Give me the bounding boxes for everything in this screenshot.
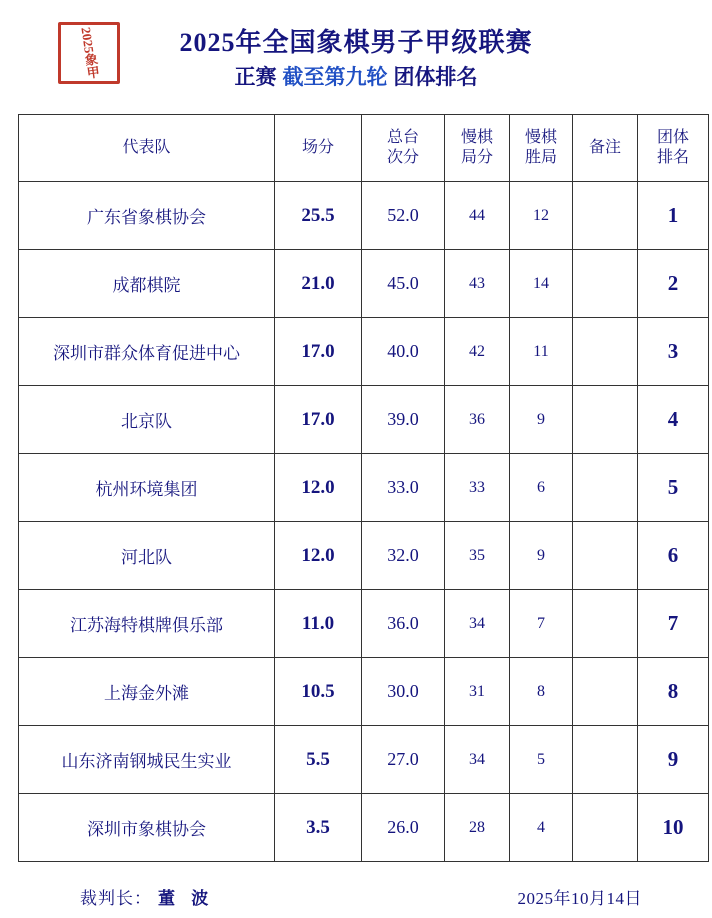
cell-match-points: 21.0 xyxy=(275,250,362,318)
cell-match-points: 11.0 xyxy=(275,590,362,658)
cell-note xyxy=(573,658,638,726)
seal-stamp-icon xyxy=(58,22,120,84)
cell-note xyxy=(573,318,638,386)
cell-rank: 2 xyxy=(638,250,709,318)
column-header-slow-game-points-line2: 局分 xyxy=(460,149,493,166)
table-row xyxy=(19,658,709,726)
cell-note xyxy=(573,250,638,318)
cell-slow-game-points: 28 xyxy=(445,794,510,862)
cell-team: 江苏海特棋牌俱乐部 xyxy=(19,590,275,658)
column-header-rank xyxy=(638,115,709,182)
cell-match-points: 17.0 xyxy=(275,386,362,454)
column-header-slow-game-wins-line2: 胜局 xyxy=(524,149,557,166)
column-header-note: 备注 xyxy=(573,115,638,182)
table-row xyxy=(19,522,709,590)
table-header-row xyxy=(19,115,709,182)
cell-slow-game-wins: 5 xyxy=(510,726,573,794)
cell-note xyxy=(573,386,638,454)
cell-team: 杭州环境集团 xyxy=(19,454,275,522)
cell-team: 广东省象棋协会 xyxy=(19,182,275,250)
cell-match-points: 12.0 xyxy=(275,454,362,522)
cell-slow-game-points: 35 xyxy=(445,522,510,590)
cell-note xyxy=(573,726,638,794)
column-header-slow-game-points-line1: 慢棋 xyxy=(460,129,493,146)
cell-rank: 3 xyxy=(638,318,709,386)
ranking-table xyxy=(18,114,709,862)
table-body xyxy=(19,182,709,862)
cell-note xyxy=(573,454,638,522)
cell-rank: 6 xyxy=(638,522,709,590)
cell-note xyxy=(573,590,638,658)
cell-slow-game-wins: 14 xyxy=(510,250,573,318)
column-header-slow-game-wins-line1: 慢棋 xyxy=(524,129,557,146)
subtitle-suffix: 团体排名 xyxy=(393,65,478,89)
cell-rank: 4 xyxy=(638,386,709,454)
cell-board-points: 40.0 xyxy=(362,318,445,386)
cell-slow-game-points: 33 xyxy=(445,454,510,522)
table-row xyxy=(19,590,709,658)
cell-board-points: 27.0 xyxy=(362,726,445,794)
cell-team: 山东济南钢城民生实业 xyxy=(19,726,275,794)
column-header-team: 代表队 xyxy=(19,115,275,182)
table-row xyxy=(19,726,709,794)
table-row xyxy=(19,794,709,862)
cell-slow-game-points: 44 xyxy=(445,182,510,250)
table-row xyxy=(19,454,709,522)
cell-slow-game-wins: 4 xyxy=(510,794,573,862)
table-header-row-group xyxy=(19,115,709,182)
table-row xyxy=(19,250,709,318)
cell-slow-game-points: 31 xyxy=(445,658,510,726)
cell-board-points: 26.0 xyxy=(362,794,445,862)
cell-team: 河北队 xyxy=(19,522,275,590)
column-header-rank-line1: 团体 xyxy=(656,129,689,146)
cell-team: 成都棋院 xyxy=(19,250,275,318)
cell-note xyxy=(573,522,638,590)
cell-team: 北京队 xyxy=(19,386,275,454)
cell-rank: 7 xyxy=(638,590,709,658)
cell-slow-game-points: 34 xyxy=(445,726,510,794)
document-date: 2025年10月14日 xyxy=(517,889,642,908)
seal-text: 2025象甲 xyxy=(77,26,101,80)
cell-rank: 10 xyxy=(638,794,709,862)
cell-slow-game-wins: 9 xyxy=(510,386,573,454)
cell-match-points: 3.5 xyxy=(275,794,362,862)
column-header-match-points: 场分 xyxy=(275,115,362,182)
cell-match-points: 17.0 xyxy=(275,318,362,386)
cell-slow-game-points: 42 xyxy=(445,318,510,386)
cell-slow-game-points: 36 xyxy=(445,386,510,454)
cell-slow-game-points: 34 xyxy=(445,590,510,658)
page-title: 2025年全国象棋男子甲级联赛 xyxy=(179,28,533,57)
cell-match-points: 25.5 xyxy=(275,182,362,250)
cell-rank: 8 xyxy=(638,658,709,726)
cell-note xyxy=(573,182,638,250)
cell-match-points: 12.0 xyxy=(275,522,362,590)
referee-name: 董 波 xyxy=(158,889,215,908)
cell-board-points: 45.0 xyxy=(362,250,445,318)
cell-slow-game-wins: 6 xyxy=(510,454,573,522)
table-row xyxy=(19,318,709,386)
referee-label: 裁判长： xyxy=(80,889,152,908)
cell-board-points: 33.0 xyxy=(362,454,445,522)
document-header xyxy=(0,0,712,108)
document-footer xyxy=(0,878,712,918)
cell-team: 上海金外滩 xyxy=(19,658,275,726)
table-row xyxy=(19,386,709,454)
column-header-board-points-line2: 次分 xyxy=(386,149,419,166)
cell-slow-game-wins: 11 xyxy=(510,318,573,386)
cell-board-points: 39.0 xyxy=(362,386,445,454)
cell-match-points: 10.5 xyxy=(275,658,362,726)
cell-note xyxy=(573,794,638,862)
cell-slow-game-wins: 7 xyxy=(510,590,573,658)
column-header-board-points-line1: 总台 xyxy=(386,129,419,146)
cell-slow-game-wins: 9 xyxy=(510,522,573,590)
cell-team: 深圳市群众体育促进中心 xyxy=(19,318,275,386)
cell-board-points: 32.0 xyxy=(362,522,445,590)
subtitle-prefix: 正赛 xyxy=(234,65,277,89)
cell-team: 深圳市象棋协会 xyxy=(19,794,275,862)
column-header-board-points xyxy=(362,115,445,182)
subtitle-round: 截至第九轮 xyxy=(282,65,388,89)
table-row xyxy=(19,182,709,250)
cell-match-points: 5.5 xyxy=(275,726,362,794)
cell-rank: 5 xyxy=(638,454,709,522)
column-header-slow-game-points xyxy=(445,115,510,182)
cell-slow-game-wins: 12 xyxy=(510,182,573,250)
column-header-slow-game-wins xyxy=(510,115,573,182)
ranking-table-wrapper xyxy=(18,114,694,862)
cell-slow-game-wins: 8 xyxy=(510,658,573,726)
cell-board-points: 52.0 xyxy=(362,182,445,250)
cell-board-points: 36.0 xyxy=(362,590,445,658)
cell-board-points: 30.0 xyxy=(362,658,445,726)
cell-rank: 1 xyxy=(638,182,709,250)
cell-rank: 9 xyxy=(638,726,709,794)
cell-slow-game-points: 43 xyxy=(445,250,510,318)
column-header-rank-line2: 排名 xyxy=(656,149,689,166)
